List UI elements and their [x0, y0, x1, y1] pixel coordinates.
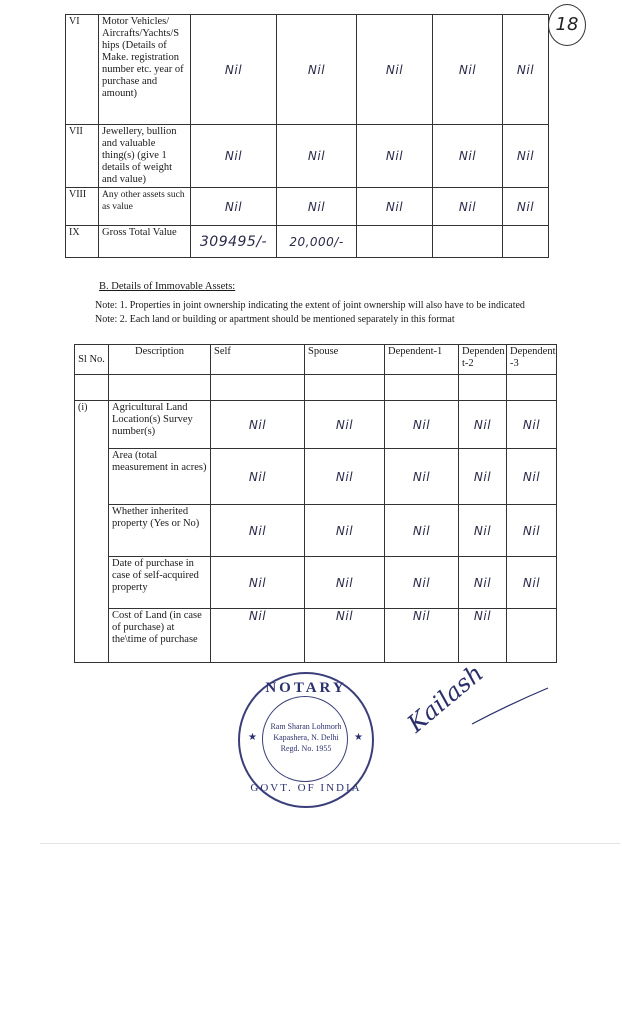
table-row — [75, 401, 557, 449]
value-cell: Nil — [459, 557, 507, 609]
row-number: VII — [66, 125, 99, 188]
value-cell: Nil — [191, 125, 277, 188]
value-cell: Nil — [191, 188, 277, 226]
value-cell: Nil — [211, 609, 305, 663]
row-number: (i) — [75, 401, 109, 663]
value-cell: Nil — [357, 125, 433, 188]
spacer-row — [75, 375, 557, 401]
value-cell: Nil — [503, 15, 549, 125]
signature-stroke — [470, 684, 550, 728]
stamp-bottom-text: GOVT. OF INDIA — [250, 782, 362, 794]
table-row — [75, 557, 557, 609]
value-cell: Nil — [211, 557, 305, 609]
stamp-line-3: Regd. No. 1955 — [280, 744, 332, 753]
value-cell: Nil — [385, 505, 459, 557]
value-cell: Nil — [507, 449, 557, 505]
header-description: Description — [109, 345, 211, 375]
value-cell — [433, 226, 503, 258]
value-cell — [503, 226, 549, 258]
row-number: IX — [66, 226, 99, 258]
value-cell: Nil — [507, 557, 557, 609]
header-row — [75, 345, 557, 375]
table-row — [75, 505, 557, 557]
value-cell: Nil — [357, 188, 433, 226]
header-sl-no: Sl No. — [75, 345, 109, 375]
value-cell: Nil — [305, 449, 385, 505]
header-dependent-2: Dependen t-2 — [459, 345, 507, 375]
value-cell: Nil — [211, 401, 305, 449]
stamp-line-2: Kapashera, N. Delhi — [273, 733, 339, 742]
row-description: Motor Vehicles/ Aircrafts/Yachts/S hips (Details of Make. registration number etc. year of purchase and amount) — [99, 15, 191, 125]
row-description: Area (total measurement in acres) — [109, 449, 211, 505]
stamp-line-1: Ram Sharan Lohmorh — [270, 722, 342, 731]
value-cell: Nil — [305, 505, 385, 557]
row-description: Agricultural Land Location(s) Survey number(s) — [109, 401, 211, 449]
row-description: Whether inherited property (Yes or No) — [109, 505, 211, 557]
header-self: Self — [211, 345, 305, 375]
note-1: Note: 1. Properties in joint ownership indicating the extent of joint ownership will also have to be indicated — [95, 300, 525, 311]
notary-stamp — [238, 672, 374, 808]
value-cell: Nil — [503, 125, 549, 188]
value-cell: Nil — [305, 401, 385, 449]
header-dependent-1: Dependent-1 — [385, 345, 459, 375]
header-dependent-3: Dependent -3 — [507, 345, 557, 375]
note-2: Note: 2. Each land or building or apartment should be mentioned separately in this format — [95, 314, 455, 325]
section-b-heading: B. Details of Immovable Assets: — [99, 281, 236, 292]
value-cell: Nil — [433, 125, 503, 188]
value-cell: Nil — [507, 401, 557, 449]
value-cell: Nil — [385, 449, 459, 505]
immovable-assets-table — [74, 344, 557, 663]
value-cell: Nil — [459, 609, 507, 663]
value-cell: Nil — [385, 557, 459, 609]
gross-total-spouse: 20,000/- — [277, 226, 357, 258]
page-number: 18 — [555, 14, 579, 35]
stamp-top-text: NOTARY — [265, 680, 347, 696]
value-cell: Nil — [507, 505, 557, 557]
row-number: VIII — [66, 188, 99, 226]
table-row — [66, 15, 549, 125]
value-cell: Nil — [385, 609, 459, 663]
table-row — [66, 125, 549, 188]
table-row — [75, 449, 557, 505]
table-row — [66, 188, 549, 226]
movable-assets-table — [65, 14, 549, 258]
row-number: VI — [66, 15, 99, 125]
signature: Kailash — [402, 658, 489, 738]
page-number-circle — [548, 4, 586, 46]
value-cell: Nil — [277, 15, 357, 125]
star-icon: ★ — [354, 732, 363, 743]
value-cell: Nil — [305, 557, 385, 609]
row-description: Jewellery, bullion and valuable thing(s) (give 1 details of weight and value) — [99, 125, 191, 188]
page-divider — [40, 843, 620, 844]
value-cell: Nil — [385, 401, 459, 449]
value-cell: Nil — [191, 15, 277, 125]
row-description: Any other assets such as value — [99, 188, 191, 226]
value-cell: Nil — [277, 188, 357, 226]
star-icon: ★ — [248, 732, 257, 743]
value-cell: Nil — [277, 125, 357, 188]
table-row — [66, 226, 549, 258]
value-cell: Nil — [459, 505, 507, 557]
row-description: Cost of Land (in case of purchase) at the\time of purchase — [109, 609, 211, 663]
gross-total-self: 309495/- — [191, 226, 277, 258]
value-cell: Nil — [459, 401, 507, 449]
value-cell: Nil — [357, 15, 433, 125]
row-description: Date of purchase in case of self-acquired property — [109, 557, 211, 609]
value-cell: Nil — [211, 505, 305, 557]
value-cell: Nil — [211, 449, 305, 505]
value-cell: Nil — [503, 188, 549, 226]
header-spouse: Spouse — [305, 345, 385, 375]
value-cell: Nil — [305, 609, 385, 663]
value-cell — [507, 609, 557, 663]
value-cell: Nil — [433, 15, 503, 125]
row-description: Gross Total Value — [99, 226, 191, 258]
value-cell: Nil — [433, 188, 503, 226]
value-cell: Nil — [459, 449, 507, 505]
value-cell — [357, 226, 433, 258]
table-row — [75, 609, 557, 663]
